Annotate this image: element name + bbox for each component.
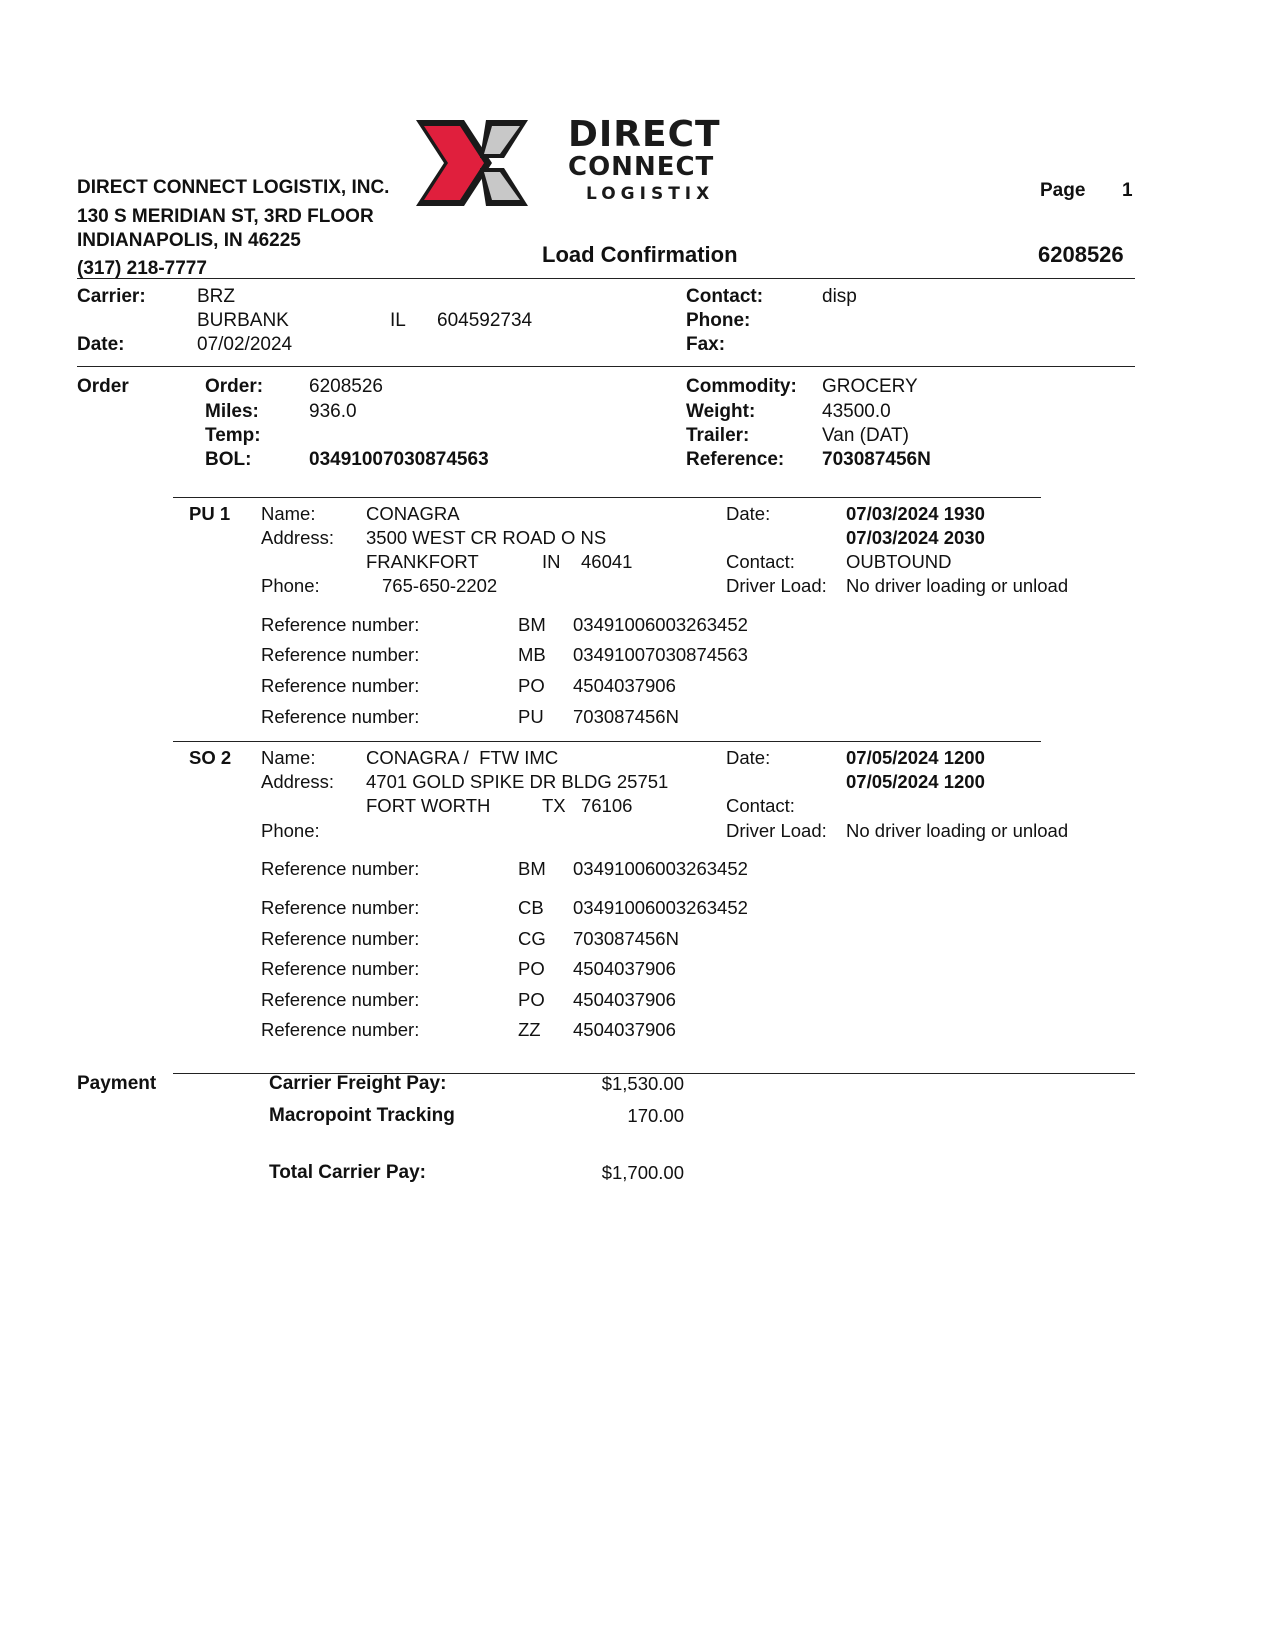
stop1-city: FRANKFORT [366, 551, 479, 572]
trailer-value: Van (DAT) [822, 425, 909, 446]
reference-row-label: Reference number: [261, 897, 420, 918]
stop1-phone-label: Phone: [261, 575, 320, 596]
stop2-address-label: Address: [261, 771, 335, 792]
carrier-label: Carrier: [77, 286, 146, 307]
carrier-date-label: Date: [77, 334, 125, 355]
stop1-name-label: Name: [261, 503, 316, 524]
reference-row-label: Reference number: [261, 858, 420, 879]
stop2-date1: 07/05/2024 1200 [846, 747, 985, 768]
reference-row-value: 4504037906 [573, 1019, 676, 1040]
stop2-name-label: Name: [261, 747, 316, 768]
company-phone: (317) 218-7777 [77, 258, 207, 279]
stop1-phone: 765-650-2202 [382, 575, 498, 596]
document-title: Load Confirmation [542, 242, 738, 267]
reference-row-value: 03491006003263452 [573, 897, 748, 918]
reference-label: Reference: [686, 449, 785, 470]
reference-row-type: CG [518, 928, 546, 949]
stop1-zip: 46041 [581, 551, 633, 572]
commodity-value: GROCERY [822, 376, 918, 397]
stop1-code: PU 1 [189, 503, 231, 524]
reference-row-value: 703087456N [573, 706, 679, 727]
bol-label: BOL: [205, 449, 252, 470]
reference-row-value: 03491007030874563 [573, 644, 748, 665]
reference-row-type: MB [518, 644, 546, 665]
reference-row-value: 03491006003263452 [573, 858, 748, 879]
stop1-driver-load: No driver loading or unload [846, 575, 1069, 596]
total-pay-amount: $1,700.00 [601, 1162, 684, 1183]
stop1-name: CONAGRA [366, 503, 460, 524]
stop2-contact-label: Contact: [726, 795, 795, 816]
stop1-state: IN [542, 551, 561, 572]
reference-row-label: Reference number: [261, 614, 420, 635]
order-section-label: Order [77, 376, 129, 397]
tracking-amount: 170.00 [627, 1105, 684, 1126]
header-divider [77, 278, 1135, 279]
bol-value: 03491007030874563 [309, 449, 489, 470]
stop2-state: TX [542, 795, 566, 816]
reference-row-label: Reference number: [261, 706, 420, 727]
carrier-date: 07/02/2024 [197, 334, 293, 355]
reference-row-label: Reference number: [261, 958, 420, 979]
stop2-address: 4701 GOLD SPIKE DR BLDG 25751 [366, 771, 669, 792]
reference-row-type: ZZ [518, 1019, 541, 1040]
miles-label: Miles: [205, 401, 259, 422]
reference-row-value: 03491006003263452 [573, 614, 748, 635]
page-label: Page [1040, 180, 1086, 201]
stop2-name: CONAGRA / FTW IMC [366, 747, 559, 768]
carrier-state: IL [390, 310, 406, 331]
stop1-address-label: Address: [261, 527, 335, 548]
tracking-label: Macropoint Tracking [269, 1105, 455, 1126]
reference-row-label: Reference number: [261, 675, 420, 696]
order-label: Order: [205, 376, 264, 397]
stop2-divider [173, 741, 1041, 742]
reference-row-label: Reference number: [261, 989, 420, 1010]
stop1-driver-load-label: Driver Load: [726, 575, 827, 596]
carrier-divider [77, 366, 1135, 367]
freight-pay-amount: $1,530.00 [601, 1073, 684, 1094]
weight-label: Weight: [686, 401, 756, 422]
company-name: DIRECT CONNECT LOGISTIX, INC. [77, 177, 390, 198]
order-number: 6208526 [309, 376, 383, 397]
reference-row-type: PO [518, 958, 545, 979]
stop2-city: FORT WORTH [366, 795, 491, 816]
stop2-date2: 07/05/2024 1200 [846, 771, 985, 792]
stop1-contact-label: Contact: [726, 551, 795, 572]
stop2-driver-load-label: Driver Load: [726, 820, 827, 841]
reference-row-type: PO [518, 989, 545, 1010]
freight-pay-label: Carrier Freight Pay: [269, 1073, 447, 1094]
payment-section-label: Payment [77, 1073, 157, 1094]
stop1-address: 3500 WEST CR ROAD O NS [366, 527, 607, 548]
reference-row-value: 4504037906 [573, 958, 676, 979]
temp-label: Temp: [205, 425, 261, 446]
stop2-code: SO 2 [189, 747, 232, 768]
stop1-date-label: Date: [726, 503, 771, 524]
document-number: 6208526 [1038, 242, 1124, 267]
miles-value: 936.0 [309, 401, 357, 422]
carrier-contact-label: Contact: [686, 286, 764, 307]
reference-row-value: 703087456N [573, 928, 679, 949]
carrier-phone-label: Phone: [686, 310, 751, 331]
stop1-date1: 07/03/2024 1930 [846, 503, 985, 524]
stop2-driver-load: No driver loading or unload [846, 820, 1069, 841]
logo-line-connect: CONNECT [568, 152, 715, 182]
carrier-name: BRZ [197, 286, 235, 307]
stop1-date2: 07/03/2024 2030 [846, 527, 985, 548]
x-mark-icon [416, 118, 576, 208]
reference-row-type: BM [518, 614, 546, 635]
company-address-line2: INDIANAPOLIS, IN 46225 [77, 230, 301, 251]
carrier-city: BURBANK [197, 310, 289, 331]
reference-row-value: 4504037906 [573, 989, 676, 1010]
reference-row-value: 4504037906 [573, 675, 676, 696]
company-address-line1: 130 S MERIDIAN ST, 3RD FLOOR [77, 206, 374, 227]
page-number: 1 [1122, 180, 1133, 201]
reference-row-label: Reference number: [261, 928, 420, 949]
reference-row-label: Reference number: [261, 644, 420, 665]
total-pay-label: Total Carrier Pay: [269, 1162, 426, 1183]
carrier-fax-label: Fax: [686, 334, 726, 355]
carrier-zip: 604592734 [437, 310, 533, 331]
reference-value: 703087456N [822, 449, 931, 470]
stop1-divider [173, 497, 1041, 498]
weight-value: 43500.0 [822, 401, 891, 422]
reference-row-type: BM [518, 858, 546, 879]
stop2-date-label: Date: [726, 747, 771, 768]
stop2-phone-label: Phone: [261, 820, 320, 841]
reference-row-label: Reference number: [261, 1019, 420, 1040]
commodity-label: Commodity: [686, 376, 797, 397]
reference-row-type: PO [518, 675, 545, 696]
logo-line-direct: DIRECT [568, 114, 721, 155]
reference-row-type: PU [518, 706, 544, 727]
stop1-contact: OUBTOUND [846, 551, 952, 572]
trailer-label: Trailer: [686, 425, 750, 446]
reference-row-type: CB [518, 897, 544, 918]
logo-line-logistix: LOGISTIX [586, 184, 715, 204]
stop2-zip: 76106 [581, 795, 633, 816]
carrier-contact: disp [822, 286, 857, 307]
